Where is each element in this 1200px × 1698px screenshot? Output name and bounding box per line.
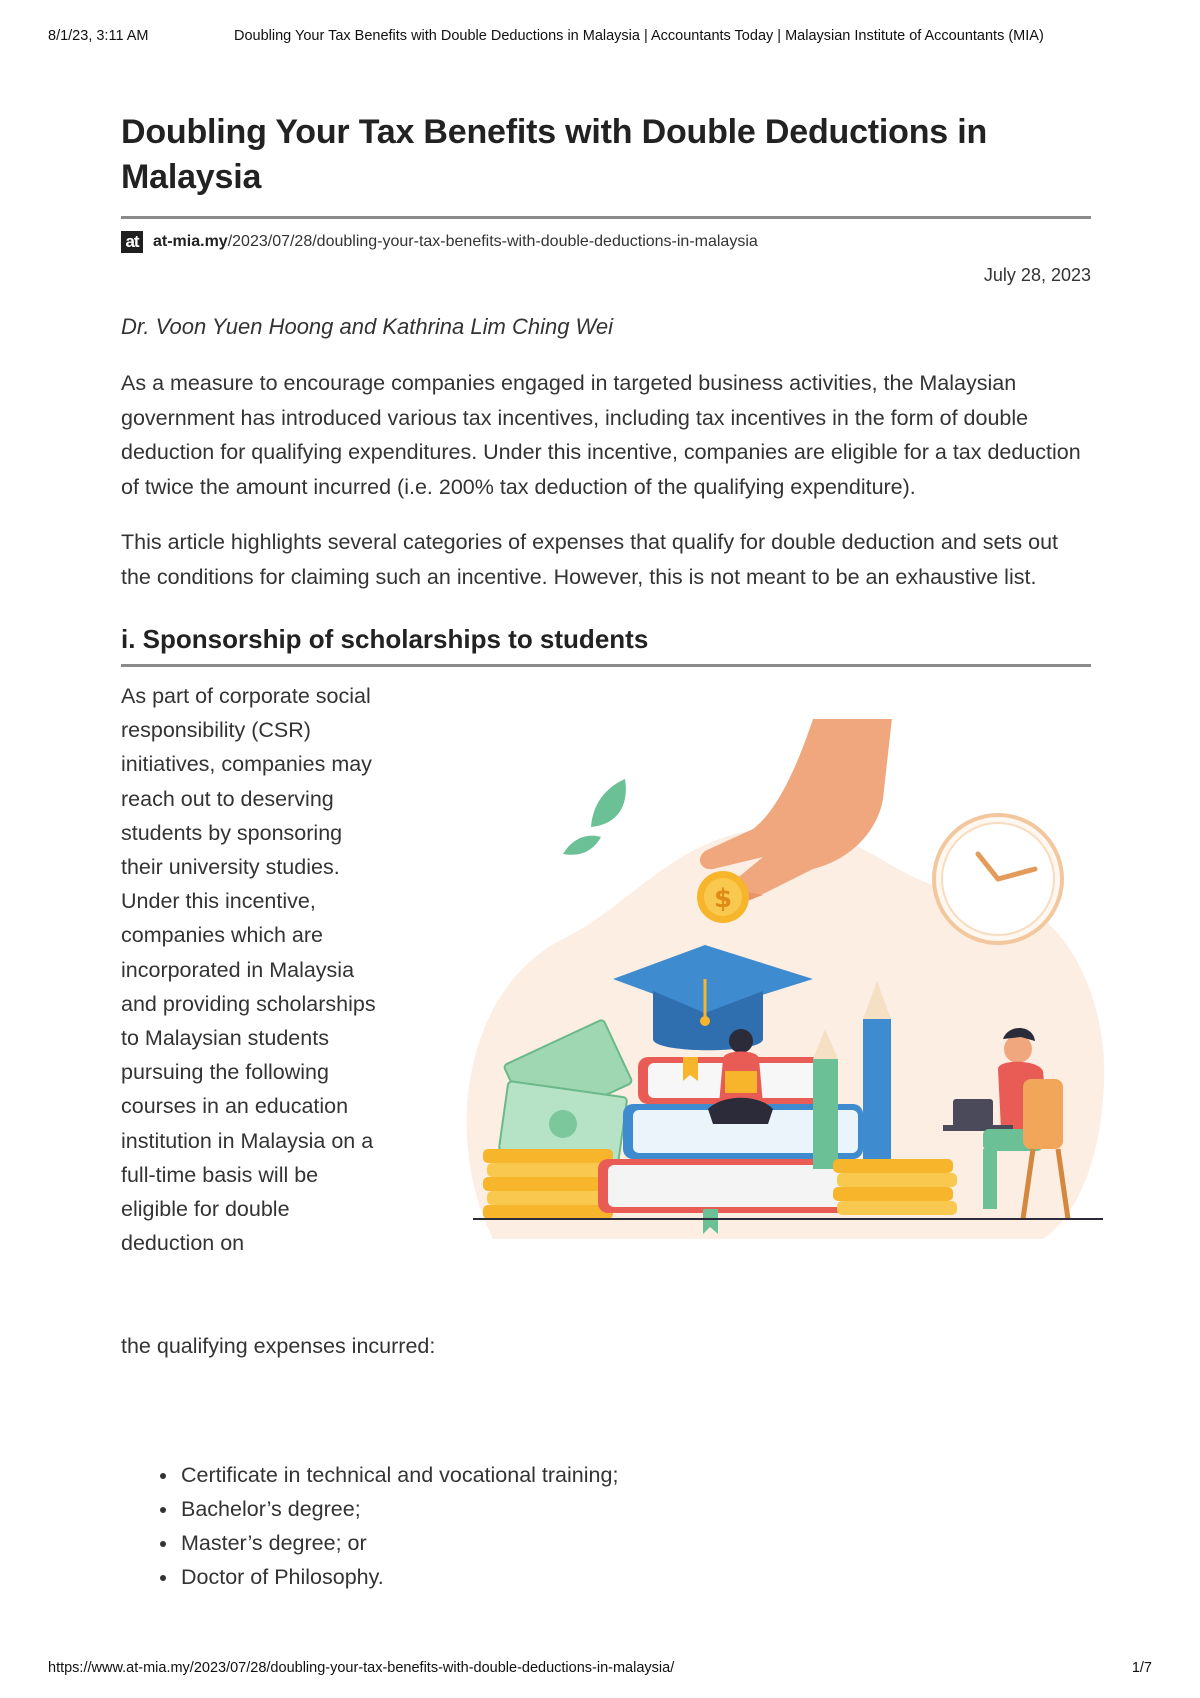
course-list — [121, 1458, 618, 1594]
source-row — [121, 231, 1091, 253]
coin-stack-icon — [483, 1149, 617, 1219]
article-title: Doubling Your Tax Benefits with Double Deductions in Malaysia — [121, 113, 988, 196]
scholarship-text-end: the qualifying expenses incurred: — [121, 1334, 436, 1358]
source-link[interactable] — [153, 233, 758, 251]
at-logo-icon: at — [121, 231, 143, 253]
print-timestamp: 8/1/23, 3:11 AM — [48, 28, 149, 44]
svg-text:$: $ — [713, 884, 733, 914]
intro-paragraph: As a measure to encourage companies engaged in targeted business activities, the Malaysian government has introduced various tax incentives, including tax incentives in the form of double deduction for qualifying expenditures. Under this incentive, companies are eligible for a tax deduction of twice the amount incurred (i.e. 200% tax deduction of the qualifying expenditure). — [121, 371, 1081, 499]
coin-stack-icon — [833, 1159, 957, 1215]
source-path: /2023/07/28/doubling-your-tax-benefits-with-double-deductions-in-malaysia — [227, 233, 758, 250]
section-divider — [121, 664, 1091, 667]
page-number: 1/7 — [1131, 1660, 1152, 1676]
scholarship-text: As part of corporate social responsibility (CSR) initiatives, companies may reach out to deserving students by sponsoring their university studies. Under this incentive, companies which are incorporated in Malaysia and providing scholarships to Malaysian students pursuing the following courses in an education institution in Malaysia on a full-time basis will be eligible for double deduction on — [121, 684, 376, 1256]
article — [121, 110, 1091, 1358]
publish-date: July 28, 2023 — [983, 265, 1091, 285]
article-authors: Dr. Voon Yuen Hoong and Kathrina Lim Ching Wei — [121, 314, 614, 339]
scholarship-illustration — [423, 719, 1111, 1279]
scope-paragraph: This article highlights several categories of expenses that qualify for double deduction and sets out the conditions for claiming such an incentive. However, this is not meant to be an exhaustive list. — [121, 530, 1059, 589]
list-item: • Master’s degree; or — [179, 1526, 618, 1560]
dollar-coin-icon — [697, 871, 749, 923]
source-domain: at-mia.my — [153, 233, 228, 250]
title-divider — [121, 216, 1091, 219]
leaf-icon — [591, 779, 626, 827]
scholarship-section — [121, 679, 1091, 1358]
list-item: • Bachelor’s degree; — [179, 1492, 618, 1526]
list-item: • Doctor of Philosophy. — [179, 1560, 618, 1594]
list-item: • Certificate in technical and vocational training; — [179, 1458, 618, 1492]
footer-url[interactable]: https://www.at-mia.my/2023/07/28/doubling-your-tax-benefits-with-double-deductions-in-malaysia/ — [48, 1660, 675, 1676]
section-heading-scholarships: i. Sponsorship of scholarships to students — [121, 624, 649, 654]
clock-icon — [934, 815, 1062, 943]
leaf-icon — [563, 836, 601, 855]
print-page-title: Doubling Your Tax Benefits with Double Deductions in Malaysia | Accountants Today | Malaysian Institute of Accountants (MIA) — [234, 28, 1044, 44]
